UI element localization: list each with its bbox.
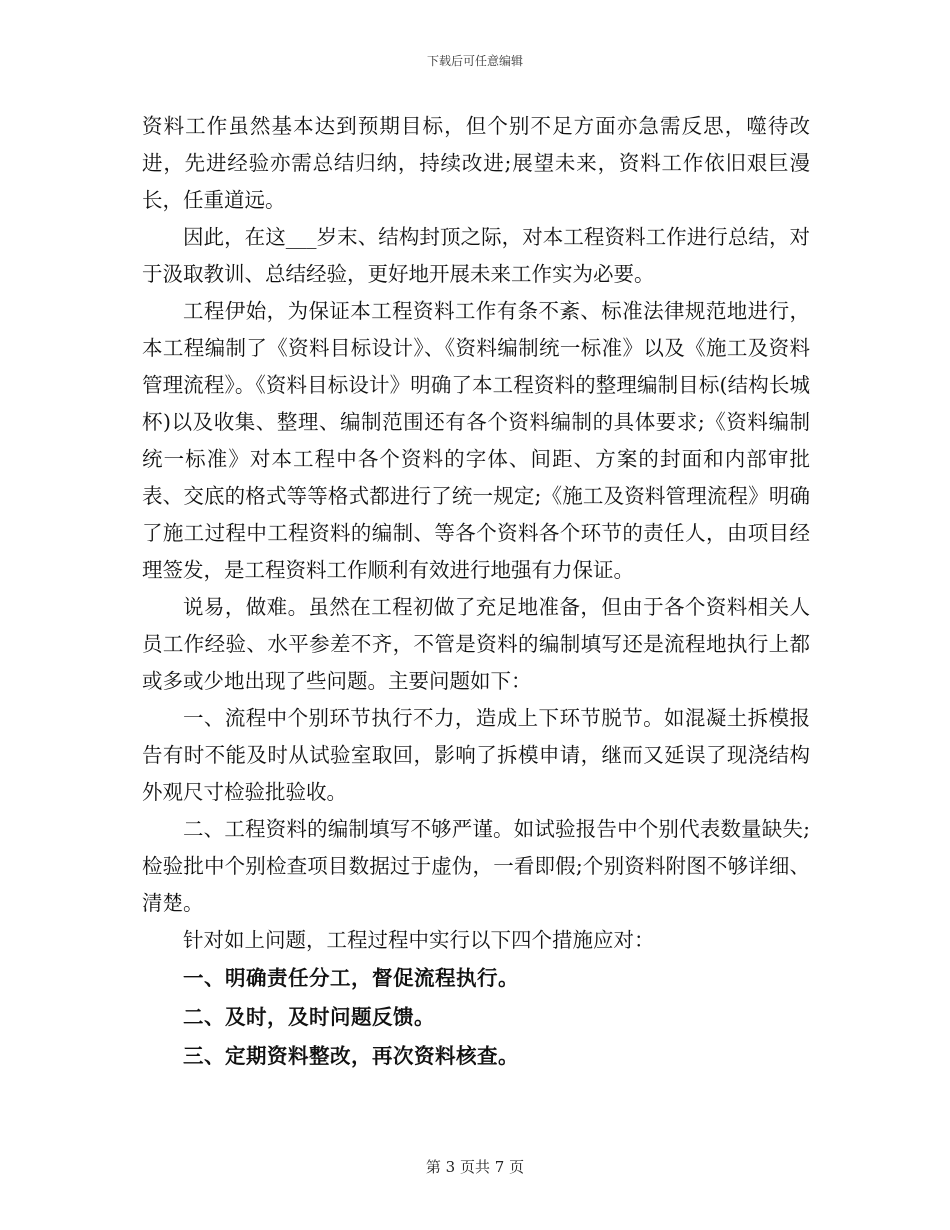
- measure-1: 一、明确责任分工，督促流程执行。: [183, 966, 519, 990]
- measure-2: 二、及时，及时问题反馈。: [183, 1005, 435, 1029]
- document-body: [142, 108, 810, 1076]
- paragraph-1: 资料工作虽然基本达到预期目标，但个别不足方面亦急需反思，噬待改进，先进经验亦需总结归纳，持续改进;展望未来，资料工作依旧艰巨漫长，任重道远。: [142, 114, 810, 212]
- paragraph-3: 工程伊始，为保证本工程资料工作有条不紊、标准法律规范地进行，本工程编制了《资料目标设计》、《资料编制统一标准》以及《施工及资料管理流程》。《资料目标设计》明确了本工程资料的整理编制目标(结构长城杯)以及收集、整理、编制范围还有各个资料编制的具体要求;《资料编制统一标准》对本工程中各个资料的字体、间距、方案的封面和内部审批表、交底的格式等等格式都进行了统一规定;《施工及资料管理流程》明确了施工过程中工程资料的编制、等各个资料各个环节的责任人，由项目经理签发，是工程资料工作顺利有效进行地强有力保证。: [142, 299, 810, 582]
- page-footer: 第 3 页共 7 页: [425, 1158, 525, 1176]
- paragraph-5: 一、流程中个别环节执行不力，造成上下环节脱节。如混凝土拆模报告有时不能及时从试验室取回，影响了拆模申请，继而又延误了现浇结构外观尺寸检验批验收。: [142, 706, 810, 804]
- paragraph-6: 二、工程资料的编制填写不够严谨。如试验报告中个别代表数量缺失;检验批中个别检查项目数据过于虚伪，一看即假;个别资料附图不够详细、清楚。: [142, 817, 810, 915]
- paragraph-4: 说易，做难。虽然在工程初做了充足地准备，但由于各个资料相关人员工作经验、水平参差不齐，不管是资料的编制填写还是流程地执行上都或多或少地出现了些问题。主要问题如下：: [142, 595, 810, 693]
- measure-3: 三、定期资料整改，再次资料核查。: [183, 1044, 519, 1068]
- paragraph-7: 针对如上问题，工程过程中实行以下四个措施应对：: [183, 928, 655, 952]
- paragraph-2: 因此，在这___岁末、结构封顶之际，对本工程资料工作进行总结，对于汲取教训、总结经验，更好地开展未来工作实为必要。: [142, 225, 810, 286]
- page-header: 下载后可任意编辑: [426, 54, 523, 68]
